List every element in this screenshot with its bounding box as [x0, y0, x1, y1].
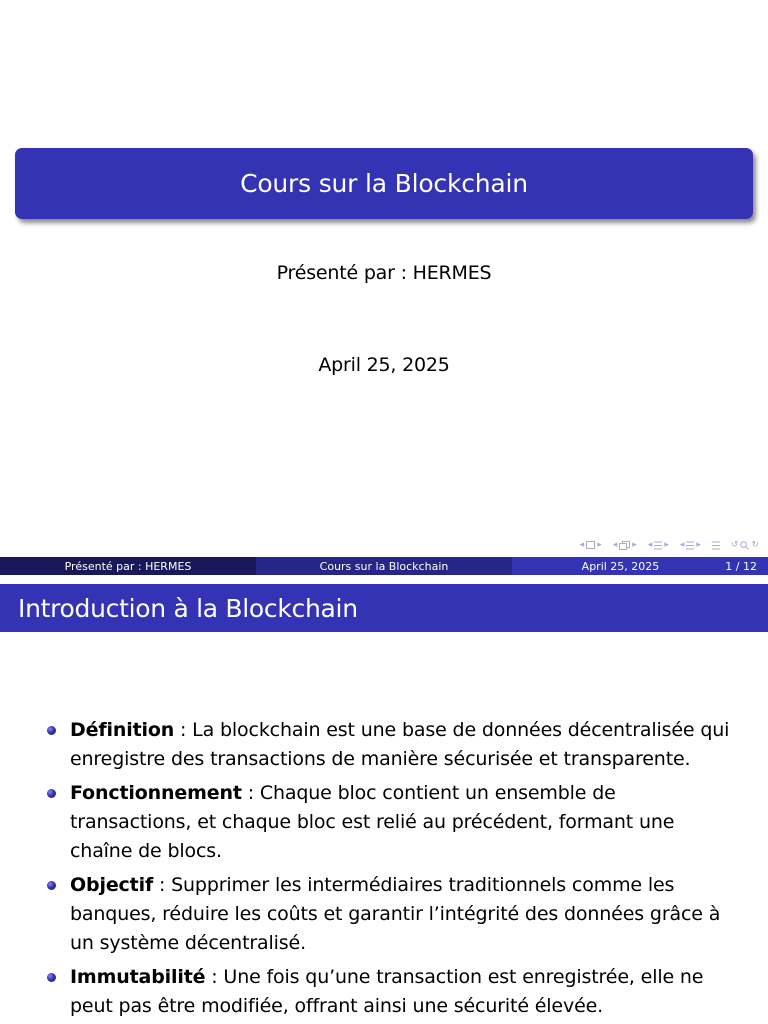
list-item	[0, 871, 768, 958]
nav-frame-icon[interactable]: ◂ ▸	[579, 539, 602, 550]
frame-title-bar	[0, 584, 768, 632]
nav-section-icon[interactable]: ◂ ▸	[647, 539, 669, 550]
footline-author-text: Présenté par : HERMES	[64, 559, 192, 573]
item-text: : Chaque bloc contient un ensemble de	[241, 782, 616, 804]
bullet-icon	[47, 789, 56, 798]
item-text: banques, réduire les coûts et garantir l’intégrité des données grâce à	[70, 903, 721, 925]
bullet-icon	[47, 881, 56, 890]
footline-date-text: April 25, 2025	[581, 559, 660, 573]
item-term: Définition	[70, 719, 175, 741]
item-text: un système décentralisé.	[70, 932, 306, 954]
footline	[0, 557, 768, 575]
page-number: 1 / 12	[725, 559, 757, 573]
nav-search-icon[interactable]: ↺ ↻	[730, 539, 759, 550]
item-text: chaîne de blocs.	[70, 840, 222, 862]
bullet-icon	[47, 973, 56, 982]
list-item	[0, 716, 768, 774]
footline-title	[256, 557, 512, 575]
item-text: : Supprimer les intermédiaires traditionnels comme les	[153, 874, 675, 896]
nav-subsection-icon[interactable]: ◂ ▸	[612, 539, 637, 550]
nav-document-icon[interactable]: ◂ ▸	[679, 539, 701, 550]
list-item	[0, 779, 768, 866]
bullet-icon	[47, 726, 56, 735]
footline-title-text: Cours sur la Blockchain	[319, 559, 449, 573]
list-item	[0, 963, 768, 1021]
presentation-title: Cours sur la Blockchain	[240, 169, 528, 198]
navigation-symbols	[570, 539, 760, 551]
nav-align-icon[interactable]	[711, 541, 721, 550]
item-text: : Une fois qu’une transaction est enregistrée, elle ne	[205, 966, 704, 988]
presentation-date: April 25, 2025	[318, 354, 450, 376]
presenter-line: Présenté par : HERMES	[276, 262, 492, 284]
bullet-list	[0, 716, 768, 1024]
item-text: enregistre des transactions de manière sécurisée et transparente.	[70, 748, 691, 770]
item-term: Fonctionnement	[70, 782, 242, 804]
item-term: Immutabilité	[70, 966, 206, 988]
content-slide	[0, 576, 768, 1024]
item-text: peut pas être modifiée, offrant ainsi une sécurité élevée.	[70, 995, 604, 1017]
item-text: transactions, et chaque bloc est relié au précédent, formant une	[70, 811, 675, 833]
frame-title: Introduction à la Blockchain	[18, 593, 358, 623]
item-text: : La blockchain est une base de données décentralisée qui	[174, 719, 730, 741]
footline-author	[0, 557, 256, 575]
title-box	[15, 148, 753, 219]
footline-date	[512, 557, 768, 575]
item-term: Objectif	[70, 874, 154, 896]
